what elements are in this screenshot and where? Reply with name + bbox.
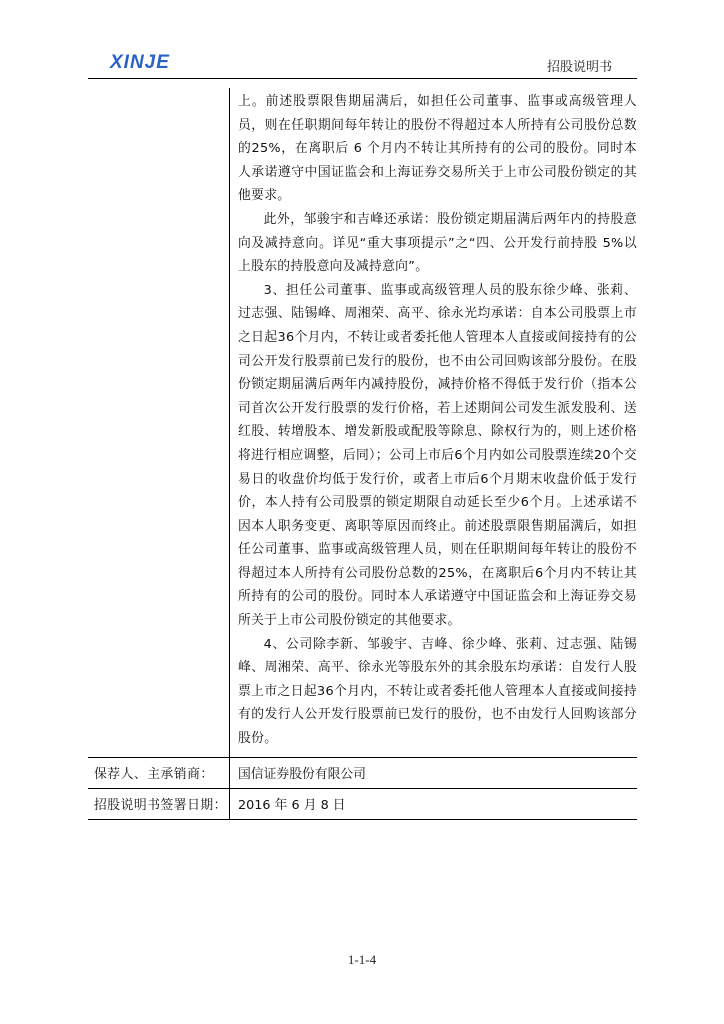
- prospectus-cover-table: [88, 88, 637, 820]
- sign-date-label: 招股说明书签署日期：: [94, 798, 227, 814]
- sponsor-label: 保荐人、主承销商：: [94, 767, 214, 783]
- sponsor-value: 国信证券股份有限公司: [229, 758, 637, 788]
- paragraph-lockup-continuation: 上。前述股票限售期届满后，如担任公司董事、监事或高级管理人员，则在任职期间每年转让的股份不得超过本人所持有公司股份总数的25%，在离职后 6 个月内不转让其所持有的公司的股份。同时本人承诺遵守中国证监会和上海证券交易所关于上市公司股份锁定的其他要求。: [238, 94, 637, 204]
- paragraph-additional-commitment: 此外，邹骏宇和吉峰还承诺：股份锁定期届满后两年内的持股意向及减持意向。详见“重大事项提示”之“四、公开发行前持股 5%以上股东的持股意向及减持意向”。: [238, 211, 637, 275]
- sign-date-value: 2016 年 6 月 8 日: [229, 789, 637, 819]
- lockup-commitment-row: [88, 88, 637, 757]
- paragraph-commitment-3: 3、担任公司董事、监事或高级管理人员的股东徐少峰、张莉、过志强、陆锡峰、周湘荣、高平、徐永光均承诺：自本公司股票上市之日起36个月内，不转让或者委托他人管理本人直接或间接持有的公司公开发行股票前已发行的股份，也不由公司回购该部分股份。在股份锁定期届满后两年内减持股份，减持价格不得低于发行价（指本公司首次公开发行股票的发行价格，若上述期间公司发生派发股利、送红股、转增股本、增发新股或配股等除息、除权行为的，则上述价格将进行相应调整，后同）；公司上市后6个月内如公司股票连续20个交易日的收盘价均低于发行价，或者上市后6个月期末收盘价低于发行价，本人持有公司股票的锁定期限自动延长至少6个月。上述承诺不因本人职务变更、离职等原因而终止。前述股票限售期届满后，如担任公司董事、监事或高级管理人员，则在任职期间每年转让的股份不得超过本人所持有公司股份总数的25%，在离职后6个月内不转让其所持有的公司的股份。同时本人承诺遵守中国证监会和上海证券交易所关于上市公司股份锁定的其他要求。: [238, 282, 637, 629]
- sign-date-row: [88, 788, 637, 820]
- paragraph-commitment-4: 4、公司除李新、邹骏宇、吉峰、徐少峰、张莉、过志强、陆锡峰、周湘荣、高平、徐永光等股东外的其余股东均承诺：自发行人股票上市之日起36个月内，不转让或者委托他人管理本人直接或间接持有的发行人公开发行股票前已发行的股份，也不由发行人回购该部分股份。: [238, 636, 637, 747]
- commitment-text-cell: [229, 88, 637, 757]
- page-number: 1-1-4: [347, 952, 377, 967]
- sponsor-row: [88, 757, 637, 788]
- document-title: 招股说明书: [546, 60, 612, 75]
- header-divider: [88, 78, 637, 79]
- company-logo: XINJE: [110, 52, 170, 73]
- row-label-empty: [88, 88, 229, 757]
